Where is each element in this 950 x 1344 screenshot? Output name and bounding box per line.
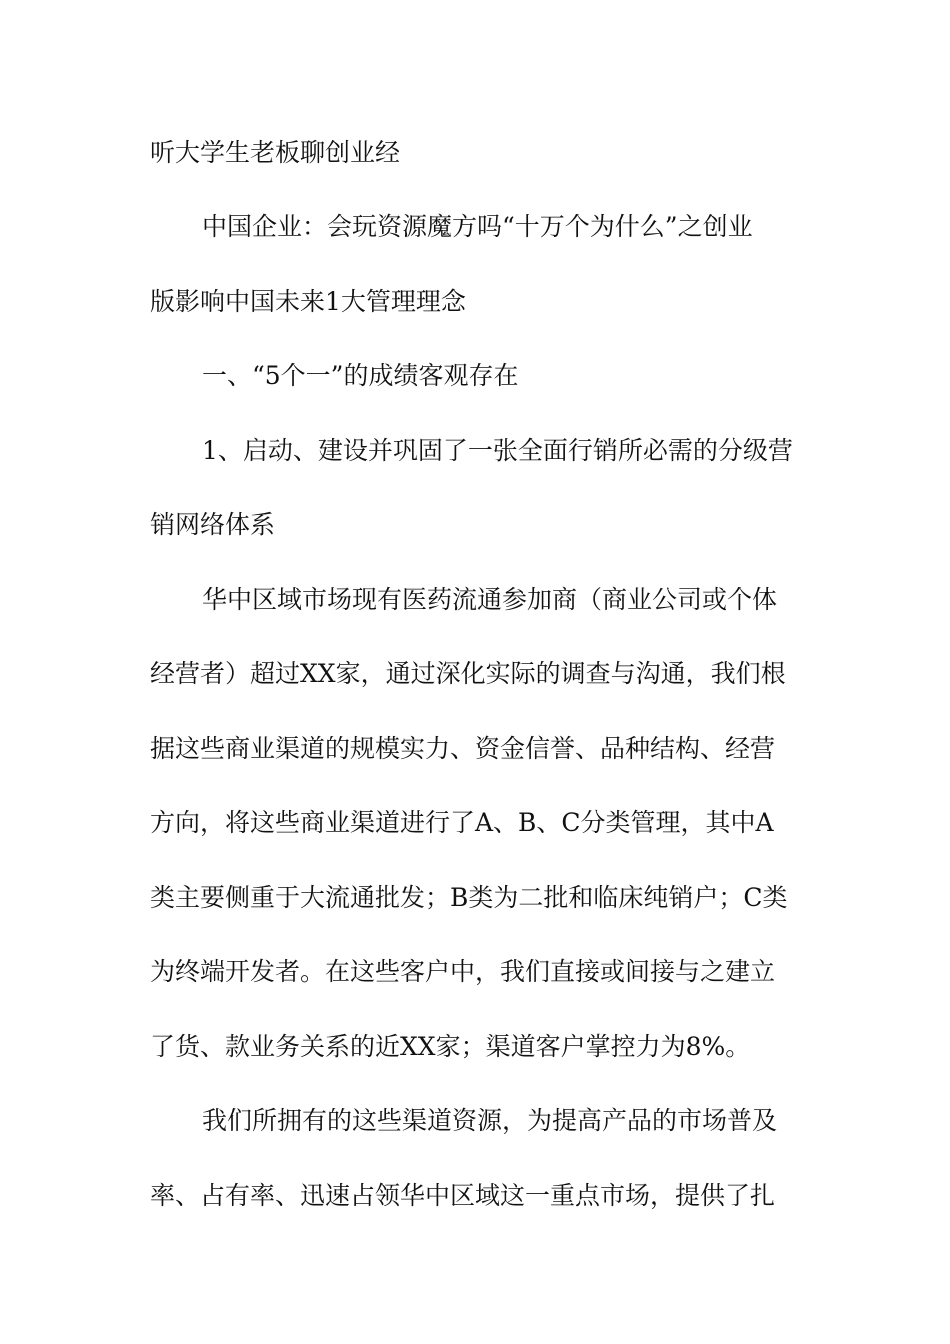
document-title: 听大学生老板聊创业经 [150, 138, 401, 167]
section-heading: 一、“5个一”的成绩客观存在 [202, 361, 519, 390]
paragraph-line: 方向，将这些商业渠道进行了A、B、C分类管理，其中A [150, 808, 774, 837]
subsection-heading: 1、启动、建设并巩固了一张全面行销所必需的分级营 [202, 436, 793, 465]
paragraph-line: 中国企业：会玩资源魔方吗“十万个为什么”之创业 [202, 212, 753, 241]
subsection-heading-continued: 销网络体系 [150, 510, 276, 539]
paragraph-line: 了货、款业务关系的近XX家；渠道客户掌控力为8%。 [150, 1032, 751, 1061]
paragraph-line: 华中区域市场现有医药流通参加商（商业公司或个体 [202, 585, 778, 614]
paragraph-line: 类主要侧重于大流通批发；B类为二批和临床纯销户；C类 [150, 883, 788, 912]
paragraph-line: 版影响中国未来1大管理理念 [150, 287, 466, 316]
paragraph-line: 据这些商业渠道的规模实力、资金信誉、品种结构、经营 [150, 734, 776, 763]
paragraph-line: 率、占有率、迅速占领华中区域这一重点市场，提供了扎 [150, 1181, 776, 1210]
paragraph-line: 经营者）超过XX家，通过深化实际的调查与沟通，我们根 [150, 659, 786, 688]
paragraph-line: 为终端开发者。在这些客户中，我们直接或间接与之建立 [150, 957, 776, 986]
paragraph-line: 我们所拥有的这些渠道资源，为提高产品的市场普及 [202, 1106, 778, 1135]
